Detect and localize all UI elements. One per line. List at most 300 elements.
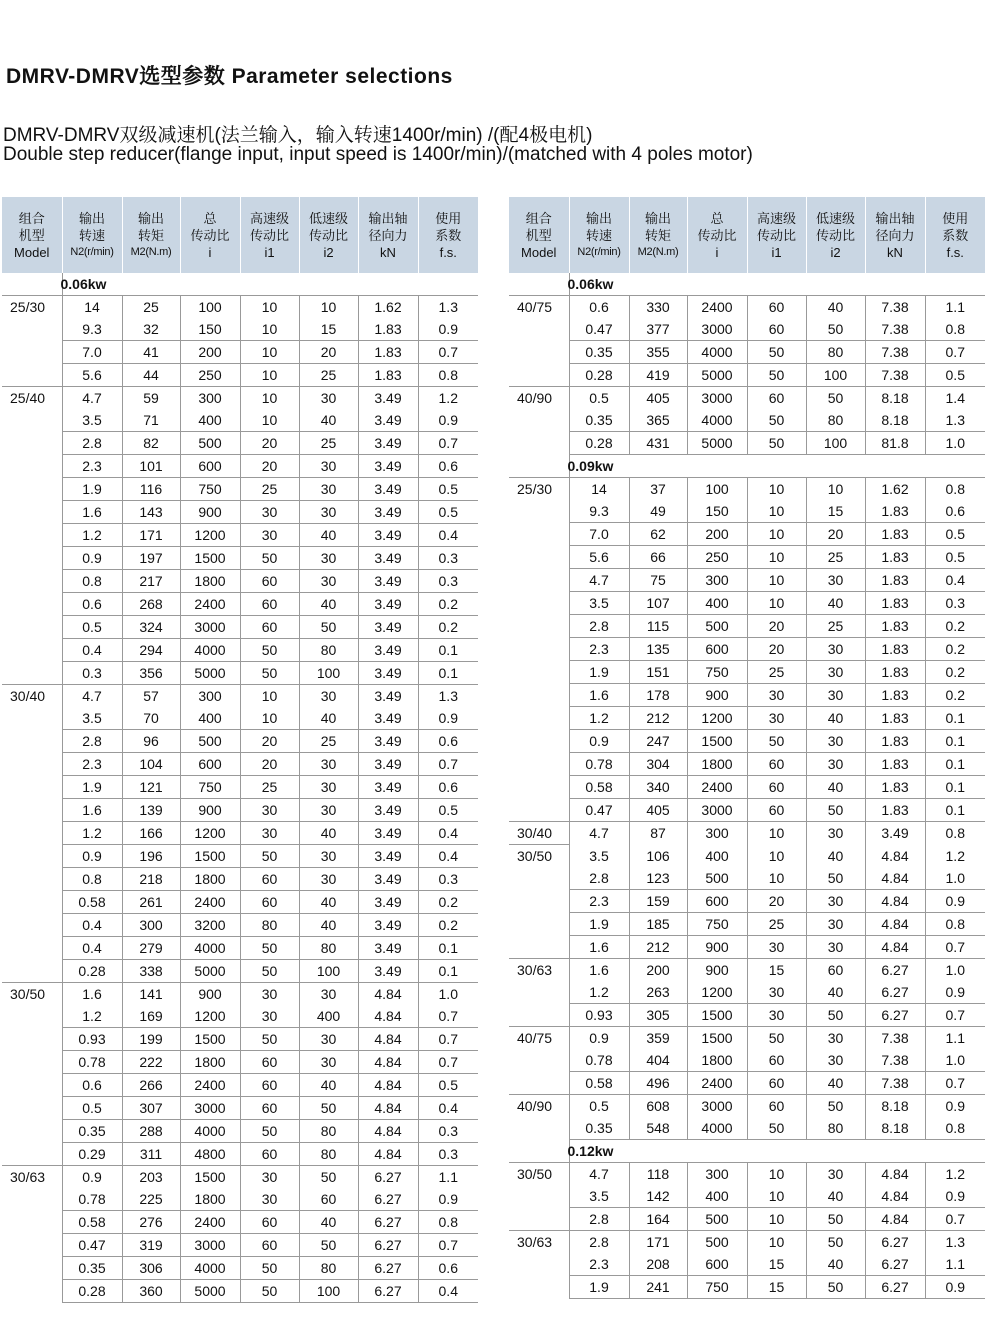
table-header [2,197,478,273]
table-cell: 9.3 [62,318,122,341]
column-header [747,197,806,273]
column-header [358,197,418,273]
header-line-3: kN [887,244,903,260]
table-row [2,753,478,776]
table-cell: 80 [299,1120,358,1143]
table-cell: 50 [806,867,865,890]
header-line-2: 传动比 [815,227,855,243]
header-line-2: 传动比 [190,227,230,243]
table-cell: 3000 [687,387,747,410]
table-row [2,364,478,387]
table-cell: 196 [122,845,180,868]
table-cell: 2.3 [569,889,629,912]
table-cell: 1.9 [62,776,122,799]
table-cell: 0.7 [418,1051,478,1074]
table-cell: 10 [240,364,299,387]
table-row [2,799,478,822]
table-cell: 50 [240,1028,299,1051]
table-row [509,318,985,341]
table-cell: 3.49 [358,593,418,616]
table-row [509,1253,985,1276]
table-cell: 30 [806,661,865,684]
table-cell: 0.2 [418,891,478,914]
table-cell: 1.1 [418,1166,478,1189]
table-cell: 1.83 [358,318,418,341]
table-cell: 7.38 [865,364,925,387]
table-cell: 900 [687,958,747,981]
table-cell: 0.9 [925,1094,985,1117]
table-cell: 0.5 [569,1094,629,1117]
table-row [509,569,985,592]
table-cell: 3.49 [358,639,418,662]
table-cell: 548 [629,1117,687,1140]
table-row [2,593,478,616]
table-cell: 600 [687,889,747,912]
table-row [509,935,985,958]
power-row [509,455,985,478]
table-cell: 1200 [180,524,240,547]
table-cell: 500 [687,1207,747,1230]
table-cell: 1.6 [569,935,629,958]
table-cell: 0.6 [418,455,478,478]
table-cell: 3000 [180,616,240,639]
table-cell: 1800 [180,868,240,891]
table-cell: 1.1 [925,296,985,319]
header-line-2: 系数 [435,227,462,243]
table-header [509,197,985,273]
table-cell: 404 [629,1049,687,1072]
table-cell: 7.0 [569,523,629,546]
header-line-3: M2(N.m) [130,245,172,258]
table-cell: 0.47 [569,318,629,341]
table-cell: 0.35 [569,409,629,432]
table-row [2,891,478,914]
table-cell: 1500 [687,730,747,753]
table-cell: 1.0 [418,983,478,1006]
table-row [509,845,985,867]
table-cell: 50 [240,937,299,960]
header-line-3: i2 [323,244,334,260]
table-cell: 3.49 [358,753,418,776]
table-cell: 3.49 [358,524,418,547]
table-cell: 1.83 [865,684,925,707]
table-cell: 50 [240,845,299,868]
table-cell: 30 [806,889,865,912]
table-cell: 1.2 [62,822,122,845]
table-cell: 1500 [180,1028,240,1051]
table-cell: 0.4 [418,1280,478,1303]
table-row [509,478,985,501]
table-cell: 100 [687,478,747,501]
table-cell: 116 [122,478,180,501]
table-cell: 30 [806,1026,865,1049]
table-cell: 4.84 [865,1207,925,1230]
table-cell: 0.4 [418,822,478,845]
table-cell: 0.1 [925,707,985,730]
table-cell: 2400 [687,1071,747,1094]
table-row [509,981,985,1004]
table-row [509,889,985,912]
table-cell: 400 [299,1005,358,1028]
table-cell: 0.4 [62,639,122,662]
table-cell: 0.4 [925,569,985,592]
table-row [2,776,478,799]
table-cell: 4000 [687,1117,747,1140]
table-cell: 50 [806,318,865,341]
table-cell: 1.6 [569,958,629,981]
table-cell: 50 [299,1234,358,1257]
table-cell: 600 [180,455,240,478]
table-cell: 50 [240,547,299,570]
table-cell: 8.18 [865,1117,925,1140]
table-row [509,958,985,981]
table-cell: 324 [122,616,180,639]
table-cell: 0.1 [925,730,985,753]
table-cell: 59 [122,387,180,410]
table-cell: 0.58 [62,891,122,914]
table-cell: 1800 [687,753,747,776]
table-cell: 7.38 [865,296,925,319]
table-cell: 50 [240,1280,299,1303]
table-cell: 30 [299,1028,358,1051]
table-cell: 3.49 [358,387,418,410]
header-line-1: 输出 [585,210,612,226]
header-line-3: i [208,244,212,260]
table-cell: 0.28 [62,960,122,983]
table-cell: 2400 [180,891,240,914]
table-cell: 212 [629,707,687,730]
table-row [2,387,478,410]
table-cell: 261 [122,891,180,914]
table-cell: 50 [747,432,806,455]
table-cell: 0.9 [569,1026,629,1049]
table-cell: 178 [629,684,687,707]
table-cell: 10 [747,569,806,592]
table-cell: 0.8 [418,1211,478,1234]
table-cell: 50 [806,1275,865,1298]
table-cell: 25 [806,546,865,569]
subtitle-english: Double step reducer(flange input, input speed is 1400r/min)/(matched with 4 poles motor) [3,144,753,165]
table-cell: 0.5 [925,546,985,569]
table-cell: 3000 [687,318,747,341]
table-cell: 0.3 [418,868,478,891]
header-line-3: i2 [830,244,841,260]
table-cell: 50 [806,387,865,410]
table-cell: 1.0 [925,432,985,455]
table-cell: 60 [240,616,299,639]
header-line-1: 使用 [942,210,969,226]
table-cell: 4.84 [865,889,925,912]
table-cell: 0.78 [569,1049,629,1072]
table-cell: 3.49 [358,799,418,822]
table-cell: 60 [747,1071,806,1094]
table-cell: 30 [806,822,865,845]
table-cell: 750 [687,1275,747,1298]
table-cell: 0.8 [925,318,985,341]
table-cell: 30 [299,868,358,891]
table-cell: 5.6 [569,546,629,569]
header-line-1: 组合 [525,210,552,226]
table-cell: 50 [747,1117,806,1140]
table-row [509,364,985,387]
table-cell: 0.9 [925,1185,985,1208]
table-row [2,341,478,364]
table-cell: 2.8 [569,1230,629,1253]
column-header [180,197,240,273]
table-cell: 30 [806,912,865,935]
table-cell: 0.1 [418,937,478,960]
table-cell: 5000 [180,662,240,685]
table-cell: 500 [687,867,747,890]
table-cell: 1800 [180,1051,240,1074]
table-cell: 4000 [180,937,240,960]
table-cell: 5000 [687,364,747,387]
table-cell: 6.27 [358,1257,418,1280]
table-cell: 30 [747,981,806,1004]
header-line-1: 输出轴 [875,210,915,226]
table-cell: 50 [240,662,299,685]
header-line-3: kN [380,244,396,260]
table-cell: 10 [240,387,299,410]
table-cell: 400 [687,592,747,615]
table-row [509,912,985,935]
table-cell: 25 [240,478,299,501]
table-cell: 80 [806,341,865,364]
table-cell: 2.3 [569,1253,629,1276]
power-value: 0.06kw [60,276,107,292]
table-row [2,1120,478,1143]
power-value: 0.09kw [567,458,614,474]
table-cell: 4.84 [358,1074,418,1097]
table-cell: 60 [240,1234,299,1257]
table-cell: 500 [180,730,240,753]
table-cell: 1500 [180,547,240,570]
table-cell: 360 [122,1280,180,1303]
table-cell: 25 [299,364,358,387]
power-label [62,273,478,296]
table-cell: 268 [122,593,180,616]
table-cell: 1.0 [925,867,985,890]
table-cell: 3.49 [358,707,418,730]
table-cell: 0.7 [925,1207,985,1230]
table-cell: 30 [240,983,299,1006]
table-cell: 311 [122,1143,180,1166]
table-cell: 100 [299,1280,358,1303]
table-cell: 0.1 [418,960,478,983]
table-row [2,685,478,708]
table-cell: 1200 [180,822,240,845]
table-cell: 25 [299,730,358,753]
table-cell: 4.84 [358,1005,418,1028]
table-cell: 400 [687,845,747,867]
table-cell: 100 [806,432,865,455]
model-cell: 30/40 [2,685,62,983]
table-cell: 104 [122,753,180,776]
table-cell: 142 [629,1185,687,1208]
table-cell: 10 [747,822,806,845]
table-cell: 0.7 [925,935,985,958]
table-cell: 338 [122,960,180,983]
page-title: DMRV-DMRV选型参数 Parameter selections [6,65,453,88]
table-cell: 750 [687,661,747,684]
table-cell: 2.8 [62,730,122,753]
table-cell: 4000 [687,341,747,364]
power-row-blank [2,273,62,296]
power-row-blank [509,1139,569,1162]
table-cell: 0.5 [418,799,478,822]
table-cell: 0.8 [62,868,122,891]
table-cell: 1800 [180,570,240,593]
table-row [2,960,478,983]
table-cell: 5.6 [62,364,122,387]
power-row [2,273,478,296]
table-cell: 60 [240,593,299,616]
table-cell: 40 [806,707,865,730]
table-cell: 1.1 [925,1253,985,1276]
table-cell: 60 [240,1211,299,1234]
table-cell: 14 [62,296,122,319]
table-cell: 4.84 [865,935,925,958]
table-cell: 300 [687,822,747,845]
table-cell: 166 [122,822,180,845]
table-cell: 319 [122,1234,180,1257]
table-cell: 1.62 [865,478,925,501]
table-cell: 405 [629,799,687,822]
table-cell: 0.4 [418,1097,478,1120]
table-cell: 300 [687,1162,747,1185]
table-cell: 1.83 [865,523,925,546]
table-cell: 96 [122,730,180,753]
table-cell: 10 [747,845,806,867]
table-cell: 4.7 [569,1162,629,1185]
table-cell: 0.6 [418,1257,478,1280]
table-row [2,1097,478,1120]
table-cell: 6.27 [865,1253,925,1276]
table-cell: 600 [180,753,240,776]
table-cell: 6.27 [865,1003,925,1026]
table-cell: 500 [180,432,240,455]
table-cell: 0.1 [925,753,985,776]
table-cell: 82 [122,432,180,455]
table-cell: 3.49 [358,730,418,753]
table-cell: 60 [240,868,299,891]
header-line-2: 机型 [18,227,45,243]
table-cell: 0.9 [418,318,478,341]
table-row [509,341,985,364]
table-cell: 6.27 [358,1280,418,1303]
table-cell: 500 [687,1230,747,1253]
header-line-3: i [715,244,719,260]
table-cell: 4.7 [62,387,122,410]
table-cell: 1.62 [358,296,418,319]
table-row [2,914,478,937]
table-cell: 212 [629,935,687,958]
header-line-1: 高速级 [249,210,289,226]
table-row [509,409,985,432]
table-cell: 60 [240,891,299,914]
header-line-3: Model [521,244,557,260]
table-cell: 40 [299,1074,358,1097]
table-cell: 197 [122,547,180,570]
table-cell: 1.3 [418,685,478,708]
table-cell: 49 [629,500,687,523]
table-cell: 0.3 [418,1143,478,1166]
table-row [2,1051,478,1074]
table-cell: 0.5 [418,1074,478,1097]
table-cell: 1.3 [418,296,478,319]
table-cell: 40 [806,296,865,319]
table-row [509,523,985,546]
table-cell: 60 [747,1049,806,1072]
table-cell: 1.4 [925,387,985,410]
table-cell: 30 [806,684,865,707]
table-cell: 900 [180,983,240,1006]
table-cell: 10 [747,592,806,615]
table-cell: 0.1 [418,639,478,662]
table-cell: 20 [806,523,865,546]
table-cell: 1200 [687,707,747,730]
table-cell: 30 [747,684,806,707]
header-line-1: 总 [203,210,217,226]
table-cell: 60 [747,753,806,776]
table-cell: 0.35 [62,1120,122,1143]
table-cell: 1.83 [358,364,418,387]
table-cell: 121 [122,776,180,799]
table-cell: 20 [747,889,806,912]
header-line-3: i1 [771,244,782,260]
table-row [2,662,478,685]
table-cell: 1.1 [925,1026,985,1049]
table-cell: 1.0 [925,1049,985,1072]
table-cell: 3.49 [358,662,418,685]
table-cell: 0.9 [569,730,629,753]
model-cell: 40/75 [509,296,569,387]
table-cell: 50 [240,1120,299,1143]
table-row [509,592,985,615]
table-cell: 0.35 [62,1257,122,1280]
table-cell: 4.84 [358,1143,418,1166]
table-cell: 0.5 [62,1097,122,1120]
table-cell: 0.7 [925,1003,985,1026]
table-row [2,547,478,570]
table-cell: 30 [240,501,299,524]
table-row [2,983,478,1006]
table-cell: 0.8 [925,1117,985,1140]
table-cell: 1500 [687,1003,747,1026]
table-cell: 0.7 [418,341,478,364]
table-row [2,501,478,524]
table-cell: 203 [122,1166,180,1189]
table-cell: 4000 [180,1257,240,1280]
table-cell: 3.5 [569,1185,629,1208]
model-cell: 30/63 [509,958,569,1026]
table-cell: 300 [122,914,180,937]
table-cell: 3.49 [358,868,418,891]
table-cell: 6.27 [358,1211,418,1234]
table-cell: 80 [240,914,299,937]
table-cell: 75 [629,569,687,592]
table-cell: 30 [299,478,358,501]
table-cell: 0.7 [418,1005,478,1028]
table-cell: 0.1 [418,662,478,685]
table-cell: 340 [629,776,687,799]
table-cell: 0.1 [925,776,985,799]
table-cell: 3.49 [358,409,418,432]
table-cell: 0.8 [62,570,122,593]
table-cell: 123 [629,867,687,890]
table-row [2,1257,478,1280]
table-cell: 6.27 [865,958,925,981]
